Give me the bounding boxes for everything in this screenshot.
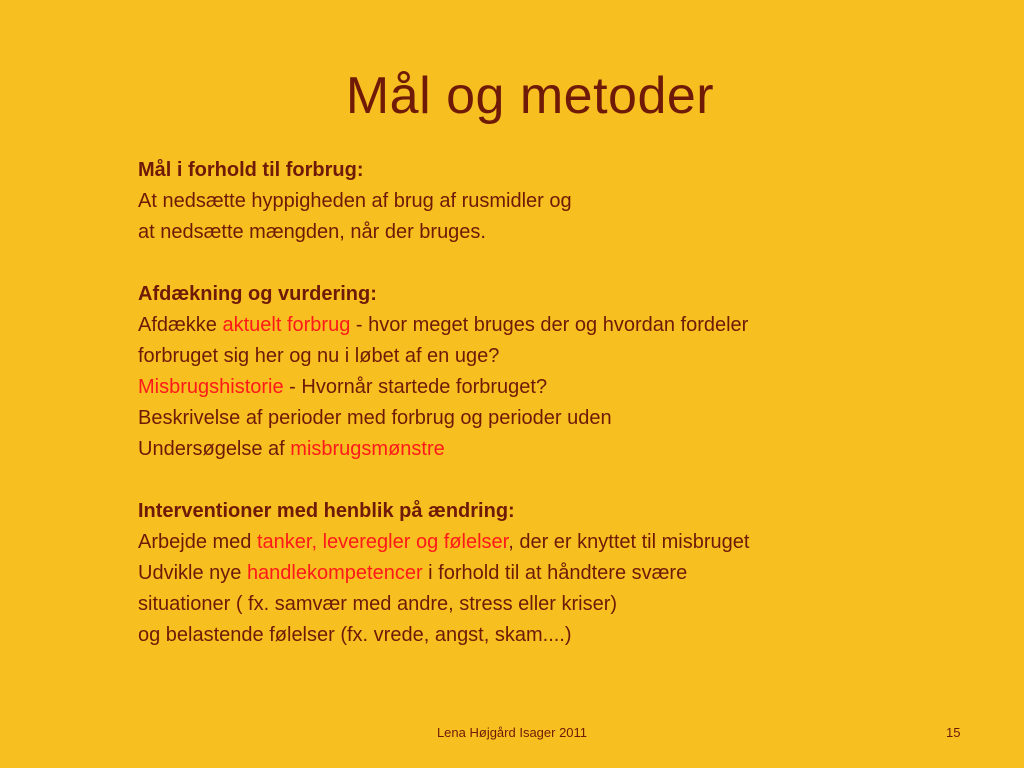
highlight-thoughts-rules-feelings: tanker, leveregler og følelser bbox=[256, 531, 509, 553]
highlight-current-use: aktuelt forbrug bbox=[222, 314, 351, 336]
interventions-line-2-end: i forhold til at håndtere svære bbox=[422, 562, 688, 584]
assessment-line-3-end: - Hvornår startede forbruget? bbox=[283, 376, 548, 398]
assessment-line-5 bbox=[138, 434, 898, 465]
interventions-line-2 bbox=[138, 558, 898, 589]
highlight-abuse-patterns: misbrugsmønstre bbox=[290, 438, 445, 460]
goal-heading: Mål i forhold til forbrug: bbox=[138, 159, 364, 181]
interventions-heading: Interventioner med henblik på ændring: bbox=[138, 500, 515, 522]
slide-page-number: 15 bbox=[946, 725, 961, 740]
highlight-abuse-history: Misbrugshistorie bbox=[138, 376, 284, 398]
assessment-line-4: Beskrivelse af perioder med forbrug og perioder uden bbox=[138, 407, 612, 429]
assessment-line-1-end: - hvor meget bruges der og hvordan fordeler bbox=[350, 314, 749, 336]
slide-title: Mål og metoder bbox=[345, 67, 715, 125]
assessment-line-3 bbox=[138, 372, 898, 403]
interventions-line-4: og belastende følelser (fx. vrede, angst, skam....) bbox=[138, 624, 572, 646]
assessment-line-1-start: Afdække bbox=[138, 314, 223, 336]
assessment-line-5-start: Undersøgelse af bbox=[138, 438, 291, 460]
assessment-line-1 bbox=[138, 310, 898, 341]
interventions-line-2-start: Udvikle nye bbox=[138, 562, 247, 584]
spacer bbox=[138, 465, 898, 496]
interventions-line-1-end: , der er knyttet til misbruget bbox=[508, 531, 750, 553]
interventions-line-1 bbox=[138, 527, 898, 558]
footer-author: Lena Højgård Isager 2011 bbox=[436, 725, 588, 740]
highlight-action-competences: handlekompetencer bbox=[246, 562, 423, 584]
goal-line-2: at nedsætte mængden, når der bruges. bbox=[138, 221, 486, 243]
goal-line-1: At nedsætte hyppigheden af brug af rusmidler og bbox=[138, 190, 572, 212]
slide-body bbox=[138, 155, 898, 651]
spacer bbox=[138, 248, 898, 279]
interventions-line-3: situationer ( fx. samvær med andre, stress eller kriser) bbox=[138, 593, 618, 615]
assessment-heading: Afdækning og vurdering: bbox=[138, 283, 377, 305]
interventions-line-1-start: Arbejde med bbox=[138, 531, 257, 553]
assessment-line-2: forbruget sig her og nu i løbet af en uge? bbox=[138, 345, 500, 367]
